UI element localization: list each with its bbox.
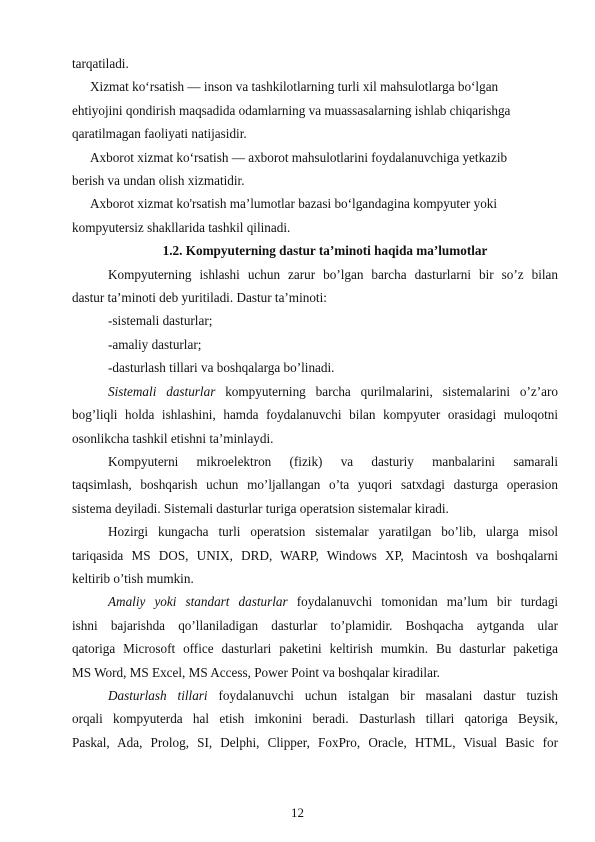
text-line: Xizmat ko‘rsatish — inson va tashkilotlarning turli xil mahsulotlarga bo‘lgan — [90, 79, 499, 95]
text-line: bog’liqli holda ishlashini, hamda foydalanuvchi bilan kompyuter orasidagi muloqotni — [72, 407, 558, 423]
paragraph-1 — [72, 263, 558, 310]
paragraph-3 — [72, 450, 558, 520]
document-body — [72, 52, 558, 754]
list-item: -amaliy dasturlar; — [108, 336, 202, 352]
text-line: Paskal, Ada, Prolog, SI, Delphi, Clipper, FoxPro, Oracle, HTML, Visual Basic for — [72, 734, 558, 750]
program-types-list — [72, 309, 558, 379]
section-heading: 1.2. Kompyuterning dastur ta’minoti haqida ma’lumotlar — [162, 243, 488, 259]
text-line: Kompyuterni mikroelektron (fizik) va dasturiy manbalarini samarali — [108, 453, 558, 469]
text-line: Axborot xizmat ko‘rsatish — axborot mahsulotlarini foydalanuvchiga yetkazib — [90, 149, 508, 165]
italic-term: Amaliy yoki standart dasturlar — [108, 594, 288, 610]
text-line: Hozirgi kungacha turli operatsion sistemalar yaratilgan bo’lib, ularga misol — [108, 524, 558, 540]
text-line: dastur ta’minoti deb yuritiladi. Dastur ta’minoti: — [72, 290, 327, 306]
paragraph-4 — [72, 520, 558, 590]
paragraph-5 — [72, 590, 558, 684]
text-line: orqali kompyuterda hal etish imkonini beradi. Dasturlash tillari qatoriga Beysik, — [72, 711, 558, 727]
text-line: osonlikcha tashkil etishni ta’minlaydi. — [72, 430, 274, 446]
text-line — [72, 380, 558, 403]
list-item: -sistemali dasturlar; — [108, 313, 213, 329]
text-line: taqsimlash, boshqarish uchun mo’ljallangan o’ta yuqori satxdagi dasturga operasion — [72, 477, 558, 493]
paragraph-6 — [72, 684, 558, 754]
text-line: keltirib o’tish mumkin. — [72, 570, 194, 586]
text-line: tariqasida MS DOS, UNIX, DRD, WARP, Windows XP, Macintosh va boshqalarni — [72, 547, 558, 563]
page-number: 12 — [291, 805, 304, 820]
text-line: qatoriga Microsoft office dasturlari paketini keltirish mumkin. Bu dasturlar paketiga — [72, 641, 558, 657]
text-line: kompyutersiz shakllarida tashkil qilinadi. — [72, 219, 291, 235]
italic-term: Sistemali dasturlar — [108, 383, 216, 399]
text-line: Kompyuterning ishlashi uchun zarur bo’lgan barcha dasturlarni bir so’z bilan — [108, 266, 558, 282]
text-span: kompyuterning barcha qurilmalarini, sistemalarini o’z’aro — [215, 383, 558, 399]
text-span: foydalanuvchi tomonidan ma’lum bir turdagi — [287, 594, 558, 610]
text-line — [72, 684, 558, 707]
text-line: tarqatiladi. — [72, 56, 129, 71]
italic-term: Dasturlash tillari — [108, 687, 208, 703]
text-span: foydalanuvchi uchun istalgan bir masalani dastur tuzish — [207, 687, 558, 703]
text-line: ehtiyojini qondirish maqsadida odamlarning va muassasalarning ishlab chiqarishga — [72, 102, 511, 118]
text-line: berish va undan olish xizmatidir. — [72, 173, 245, 189]
text-line: MS Word, MS Excel, MS Access, Power Point va boshqalar kiradilar. — [72, 664, 440, 680]
text-line: Axborot xizmat ko'rsatish ma’lumotlar bazasi bo‘lgandagina kompyuter yoki — [90, 196, 498, 212]
list-item: -dasturlash tillari va boshqalarga bo’linadi. — [108, 360, 335, 376]
paragraph-2 — [72, 380, 558, 450]
text-line: ishni bajarishda qo’llaniladigan dasturlar to’plamidir. Boshqacha aytganda ular — [72, 617, 558, 633]
text-line — [72, 590, 558, 613]
text-line: sistema deyiladi. Sistemali dasturlar turiga operatsion sistemalar kiradi. — [72, 500, 449, 516]
text-line: qaratilmagan faoliyati natijasidir. — [72, 126, 247, 142]
